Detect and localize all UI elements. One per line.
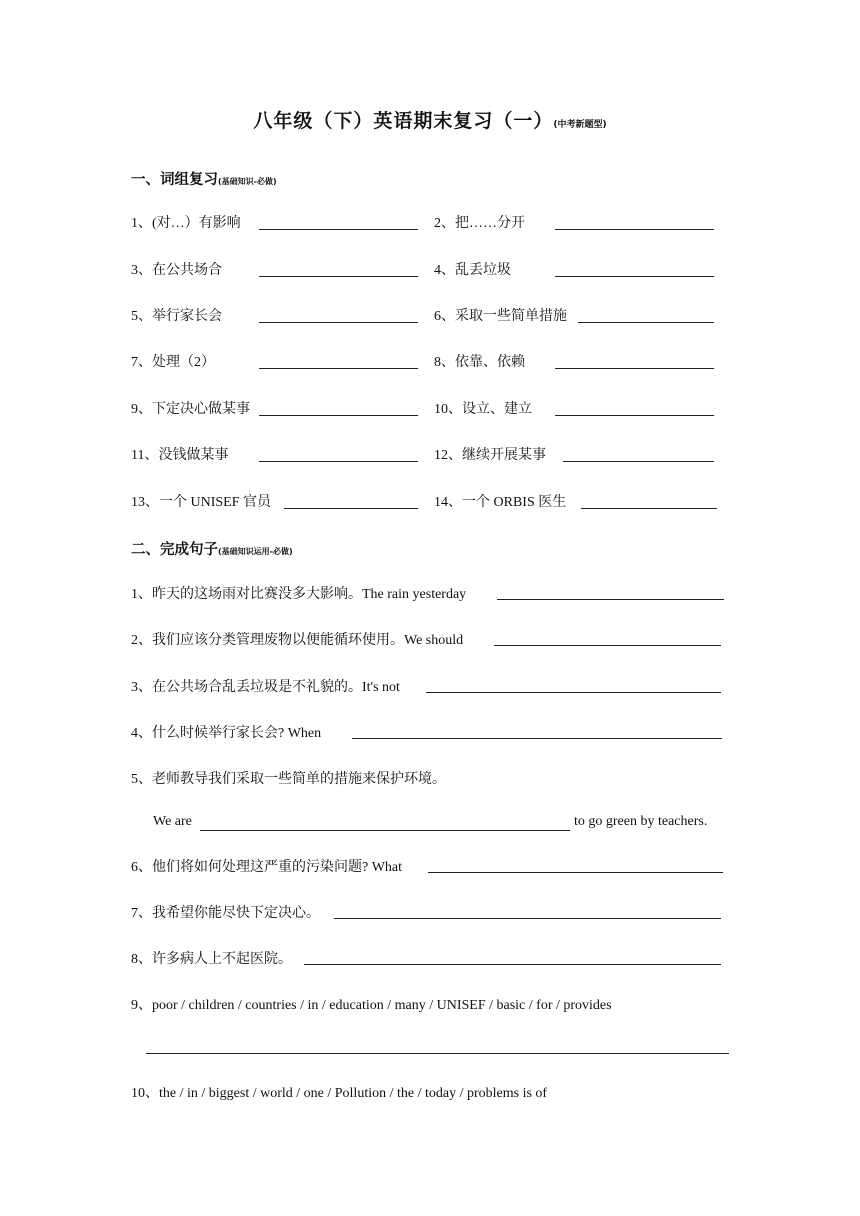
title-note: (中考新题型) <box>553 120 607 130</box>
phrase-blank-11[interactable] <box>259 461 418 462</box>
phrase-item-9: 9、下定决心做某事 <box>131 402 250 417</box>
phrase-item-1: 1、(对…）有影响 <box>131 216 241 231</box>
phrase-blank-2[interactable] <box>555 229 714 230</box>
section2-note: (基础知识运用-必做) <box>218 547 293 556</box>
phrase-item-7: 7、处理（2） <box>131 355 215 370</box>
phrase-blank-4[interactable] <box>555 276 714 277</box>
phrase-item-5: 5、举行家长会 <box>131 309 222 324</box>
phrase-blank-8[interactable] <box>555 368 714 369</box>
phrase-blank-6[interactable] <box>578 322 714 323</box>
phrase-item-6: 6、采取一些简单措施 <box>434 309 567 324</box>
sentence-blank-9[interactable] <box>146 1053 729 1054</box>
section2-heading-text: 二、完成句子 <box>131 542 218 558</box>
sentence-blank-1[interactable] <box>497 599 724 600</box>
sentence-6: 6、他们将如何处理这严重的污染问题? What <box>131 860 403 875</box>
sentence-9: 9、poor / children / countries / in / education / many / UNISEF / basic / for / provides <box>131 998 612 1013</box>
phrase-item-13: 13、一个 UNISEF 官员 <box>131 495 272 510</box>
sentence-blank-3[interactable] <box>426 692 721 693</box>
sentence-1: 1、昨天的这场雨对比赛没多大影响。The rain yesterday <box>131 587 467 602</box>
phrase-item-2: 2、把……分开 <box>434 216 525 231</box>
phrase-item-14: 14、一个 ORBIS 医生 <box>434 495 567 510</box>
phrase-blank-1[interactable] <box>259 229 418 230</box>
phrase-blank-7[interactable] <box>259 368 418 369</box>
phrase-item-4: 4、乱丢垃圾 <box>434 263 511 278</box>
sentence-5-prefix: We are <box>153 814 192 829</box>
phrase-blank-9[interactable] <box>259 415 418 416</box>
sentence-blank-5[interactable] <box>200 830 570 831</box>
phrase-item-8: 8、依靠、依赖 <box>434 355 525 370</box>
phrase-item-12: 12、继续开展某事 <box>434 448 546 463</box>
section1-heading <box>131 168 277 189</box>
phrase-item-10: 10、设立、建立 <box>434 402 532 417</box>
sentence-3: 3、在公共场合乱丢垃圾是不礼貌的。It's not <box>131 680 400 695</box>
sentence-10: 10、the / in / biggest / world / one / Pollution / the / today / problems is of <box>131 1086 548 1101</box>
phrase-blank-14[interactable] <box>581 508 717 509</box>
phrase-blank-5[interactable] <box>259 322 418 323</box>
phrase-item-3: 3、在公共场合 <box>131 263 222 278</box>
sentence-7: 7、我希望你能尽快下定决心。 <box>131 906 320 921</box>
sentence-8: 8、许多病人上不起医院。 <box>131 952 292 967</box>
phrase-blank-12[interactable] <box>563 461 714 462</box>
section1-heading-text: 一、词组复习 <box>131 172 218 188</box>
page-title <box>0 106 860 133</box>
sentence-blank-2[interactable] <box>494 645 721 646</box>
phrase-blank-3[interactable] <box>259 276 418 277</box>
sentence-blank-4[interactable] <box>352 738 722 739</box>
sentence-blank-6[interactable] <box>428 872 723 873</box>
sentence-2: 2、我们应该分类管理废物以便能循环使用。We should <box>131 633 464 648</box>
phrase-blank-13[interactable] <box>284 508 418 509</box>
phrase-blank-10[interactable] <box>555 415 714 416</box>
sentence-5: 5、老师教导我们采取一些简单的措施来保护环境。 <box>131 772 446 787</box>
sentence-5-suffix: to go green by teachers. <box>574 814 708 829</box>
title-main: 八年级（下）英语期末复习（一） <box>253 110 554 132</box>
section2-heading <box>131 538 293 559</box>
sentence-4: 4、什么时候举行家长会? When <box>131 726 322 741</box>
sentence-blank-8[interactable] <box>304 964 721 965</box>
phrase-item-11: 11、没钱做某事 <box>131 448 229 463</box>
section1-note: (基础知识-必做) <box>218 177 277 186</box>
sentence-blank-7[interactable] <box>334 918 721 919</box>
